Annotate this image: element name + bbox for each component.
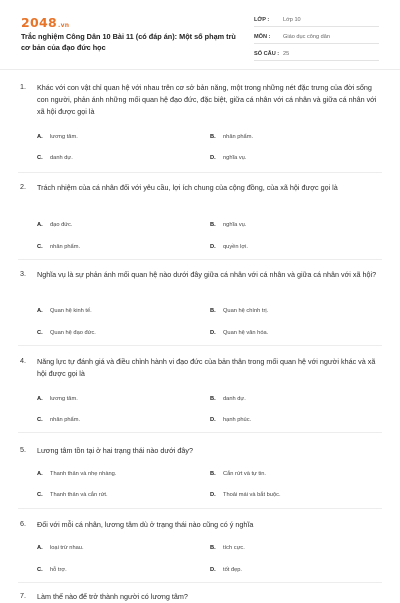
question-separator	[18, 508, 382, 509]
option-letter: A.	[37, 545, 43, 551]
option-text: Thoải mái và bắt buộc.	[223, 492, 281, 498]
option-b[interactable]	[210, 222, 246, 228]
option-d[interactable]	[210, 330, 268, 336]
option-letter: D.	[210, 567, 216, 573]
option-text: nhân phẩm.	[50, 417, 81, 423]
option-b[interactable]	[210, 471, 266, 477]
option-letter: C.	[37, 492, 43, 498]
option-letter: C.	[37, 155, 43, 161]
option-text: nhân phẩm.	[50, 244, 81, 250]
question-separator	[18, 432, 382, 433]
option-b[interactable]	[210, 545, 245, 551]
option-d[interactable]	[210, 492, 281, 498]
question-text: Trách nhiệm của cá nhân đối với yêu cầu, lợi ích chung của cộng đồng, của xã hội được gọi là	[37, 183, 338, 192]
question-separator	[18, 345, 382, 346]
meta-count-value: 25	[283, 50, 290, 57]
meta-class-value: Lớp 10	[283, 16, 301, 23]
option-text: Quan hệ văn hóa.	[223, 330, 269, 336]
question-number: 5.	[20, 445, 26, 454]
logo-tld: .vn	[58, 22, 70, 29]
option-a[interactable]	[37, 396, 78, 402]
meta-class-key: LỚP :	[254, 16, 270, 23]
option-letter: D.	[210, 330, 216, 336]
option-c[interactable]	[37, 417, 80, 423]
option-d[interactable]	[210, 417, 251, 423]
option-letter: B.	[210, 134, 216, 140]
option-text: Cắn rứt và tự tin.	[223, 471, 267, 477]
question-text: Khác với con vật chỉ quan hệ với nhau trên cơ sở bản năng, một trong những nét đặc trưng của đời sống con người, phản ánh những mối quan hệ đạo đức, đặc biệt, giữa cá nhân với cá nhân và giữa cá nhân với xã hội được gọi là	[37, 83, 377, 116]
question-number: 1.	[20, 82, 26, 91]
meta-subject-key: MÔN :	[254, 33, 271, 40]
option-b[interactable]	[210, 396, 246, 402]
question-number: 6.	[20, 519, 26, 528]
option-letter: B.	[210, 545, 216, 551]
meta-subject-row	[254, 30, 379, 44]
option-c[interactable]	[37, 492, 108, 498]
question-text: Lương tâm tồn tại ở hai trạng thái nào dưới đây?	[37, 446, 194, 455]
option-d[interactable]	[210, 567, 242, 573]
question-separator	[18, 582, 382, 583]
option-letter: A.	[37, 471, 43, 477]
option-c[interactable]	[37, 567, 67, 573]
meta-subject-value: Giáo dục công dân	[283, 33, 330, 40]
option-a[interactable]	[37, 545, 84, 551]
option-text: hạnh phúc.	[223, 417, 252, 423]
option-letter: C.	[37, 330, 43, 336]
option-letter: D.	[210, 244, 216, 250]
option-text: Thanh thản và cắn rứt.	[50, 492, 108, 498]
option-letter: D.	[210, 492, 216, 498]
option-letter: D.	[210, 417, 216, 423]
option-text: nghĩa vụ.	[223, 222, 247, 228]
meta-count-row	[254, 47, 379, 61]
option-text: nhân phẩm.	[223, 134, 254, 140]
question-text: Năng lực tự đánh giá và điều chỉnh hành vi đạo đức của bản thân trong mối quan hệ với người khác và xã hội được gọi là	[37, 357, 376, 378]
option-a[interactable]	[37, 471, 116, 477]
option-a[interactable]	[37, 222, 72, 228]
option-text: hỗ trợ.	[50, 567, 67, 573]
option-d[interactable]	[210, 244, 248, 250]
option-text: Thanh thản và nhẹ nhàng.	[50, 471, 117, 477]
option-text: Quan hệ đạo đức.	[50, 330, 96, 336]
option-a[interactable]	[37, 308, 92, 314]
option-letter: A.	[37, 222, 43, 228]
option-b[interactable]	[210, 308, 268, 314]
option-letter: C.	[37, 244, 43, 250]
option-text: danh dự.	[223, 396, 246, 402]
page-header	[0, 0, 400, 66]
logo-main: 2048	[21, 15, 57, 30]
option-letter: D.	[210, 155, 216, 161]
option-text: tốt đẹp.	[223, 567, 242, 573]
option-text: Quan hệ chính trị.	[223, 308, 269, 314]
option-text: loại trừ nhau.	[50, 545, 84, 551]
option-letter: A.	[37, 134, 43, 140]
question-number: 4.	[20, 356, 26, 365]
option-c[interactable]	[37, 155, 73, 161]
option-letter: B.	[210, 471, 216, 477]
option-text: tích cực.	[223, 545, 245, 551]
document-title: Trắc nghiệm Công Dân 10 Bài 11 (có đáp án): Một số phạm trù cơ bản của đạo đức học	[21, 32, 236, 52]
question-number: 2.	[20, 182, 26, 191]
site-logo[interactable]	[21, 15, 69, 30]
option-c[interactable]	[37, 330, 96, 336]
option-letter: B.	[210, 396, 216, 402]
option-letter: A.	[37, 308, 43, 314]
question-number: 7.	[20, 591, 26, 600]
question-text: Đối với mỗi cá nhân, lương tâm dù ở trạng thái nào cũng có ý nghĩa	[37, 520, 254, 529]
meta-class-row	[254, 13, 379, 27]
option-b[interactable]	[210, 134, 253, 140]
option-text: nghĩa vụ.	[223, 155, 247, 161]
option-text: đạo đức.	[50, 222, 73, 228]
option-text: quyền lợi.	[223, 244, 248, 250]
document-meta	[254, 13, 379, 64]
option-text: danh dự.	[50, 155, 73, 161]
option-letter: C.	[37, 417, 43, 423]
option-letter: B.	[210, 308, 216, 314]
option-letter: B.	[210, 222, 216, 228]
option-d[interactable]	[210, 155, 246, 161]
option-text: lương tâm.	[50, 134, 78, 140]
question-number: 3.	[20, 269, 26, 278]
question-separator	[18, 172, 382, 173]
meta-count-key: SỐ CÂU :	[254, 50, 280, 57]
question-separator	[18, 259, 382, 260]
option-text: Quan hệ kinh tế.	[50, 308, 92, 314]
option-text: lương tâm.	[50, 396, 78, 402]
option-letter: C.	[37, 567, 43, 573]
option-c[interactable]	[37, 244, 80, 250]
option-letter: A.	[37, 396, 43, 402]
option-a[interactable]	[37, 134, 78, 140]
question-text: Nghĩa vụ là sự phản ánh mối quan hệ nào dưới đây giữa cá nhân với cá nhân và giữa cá nhân với xã hội?	[37, 270, 377, 279]
header-divider	[0, 69, 400, 70]
question-text: Làm thế nào để trở thành người có lương tâm?	[37, 592, 188, 601]
